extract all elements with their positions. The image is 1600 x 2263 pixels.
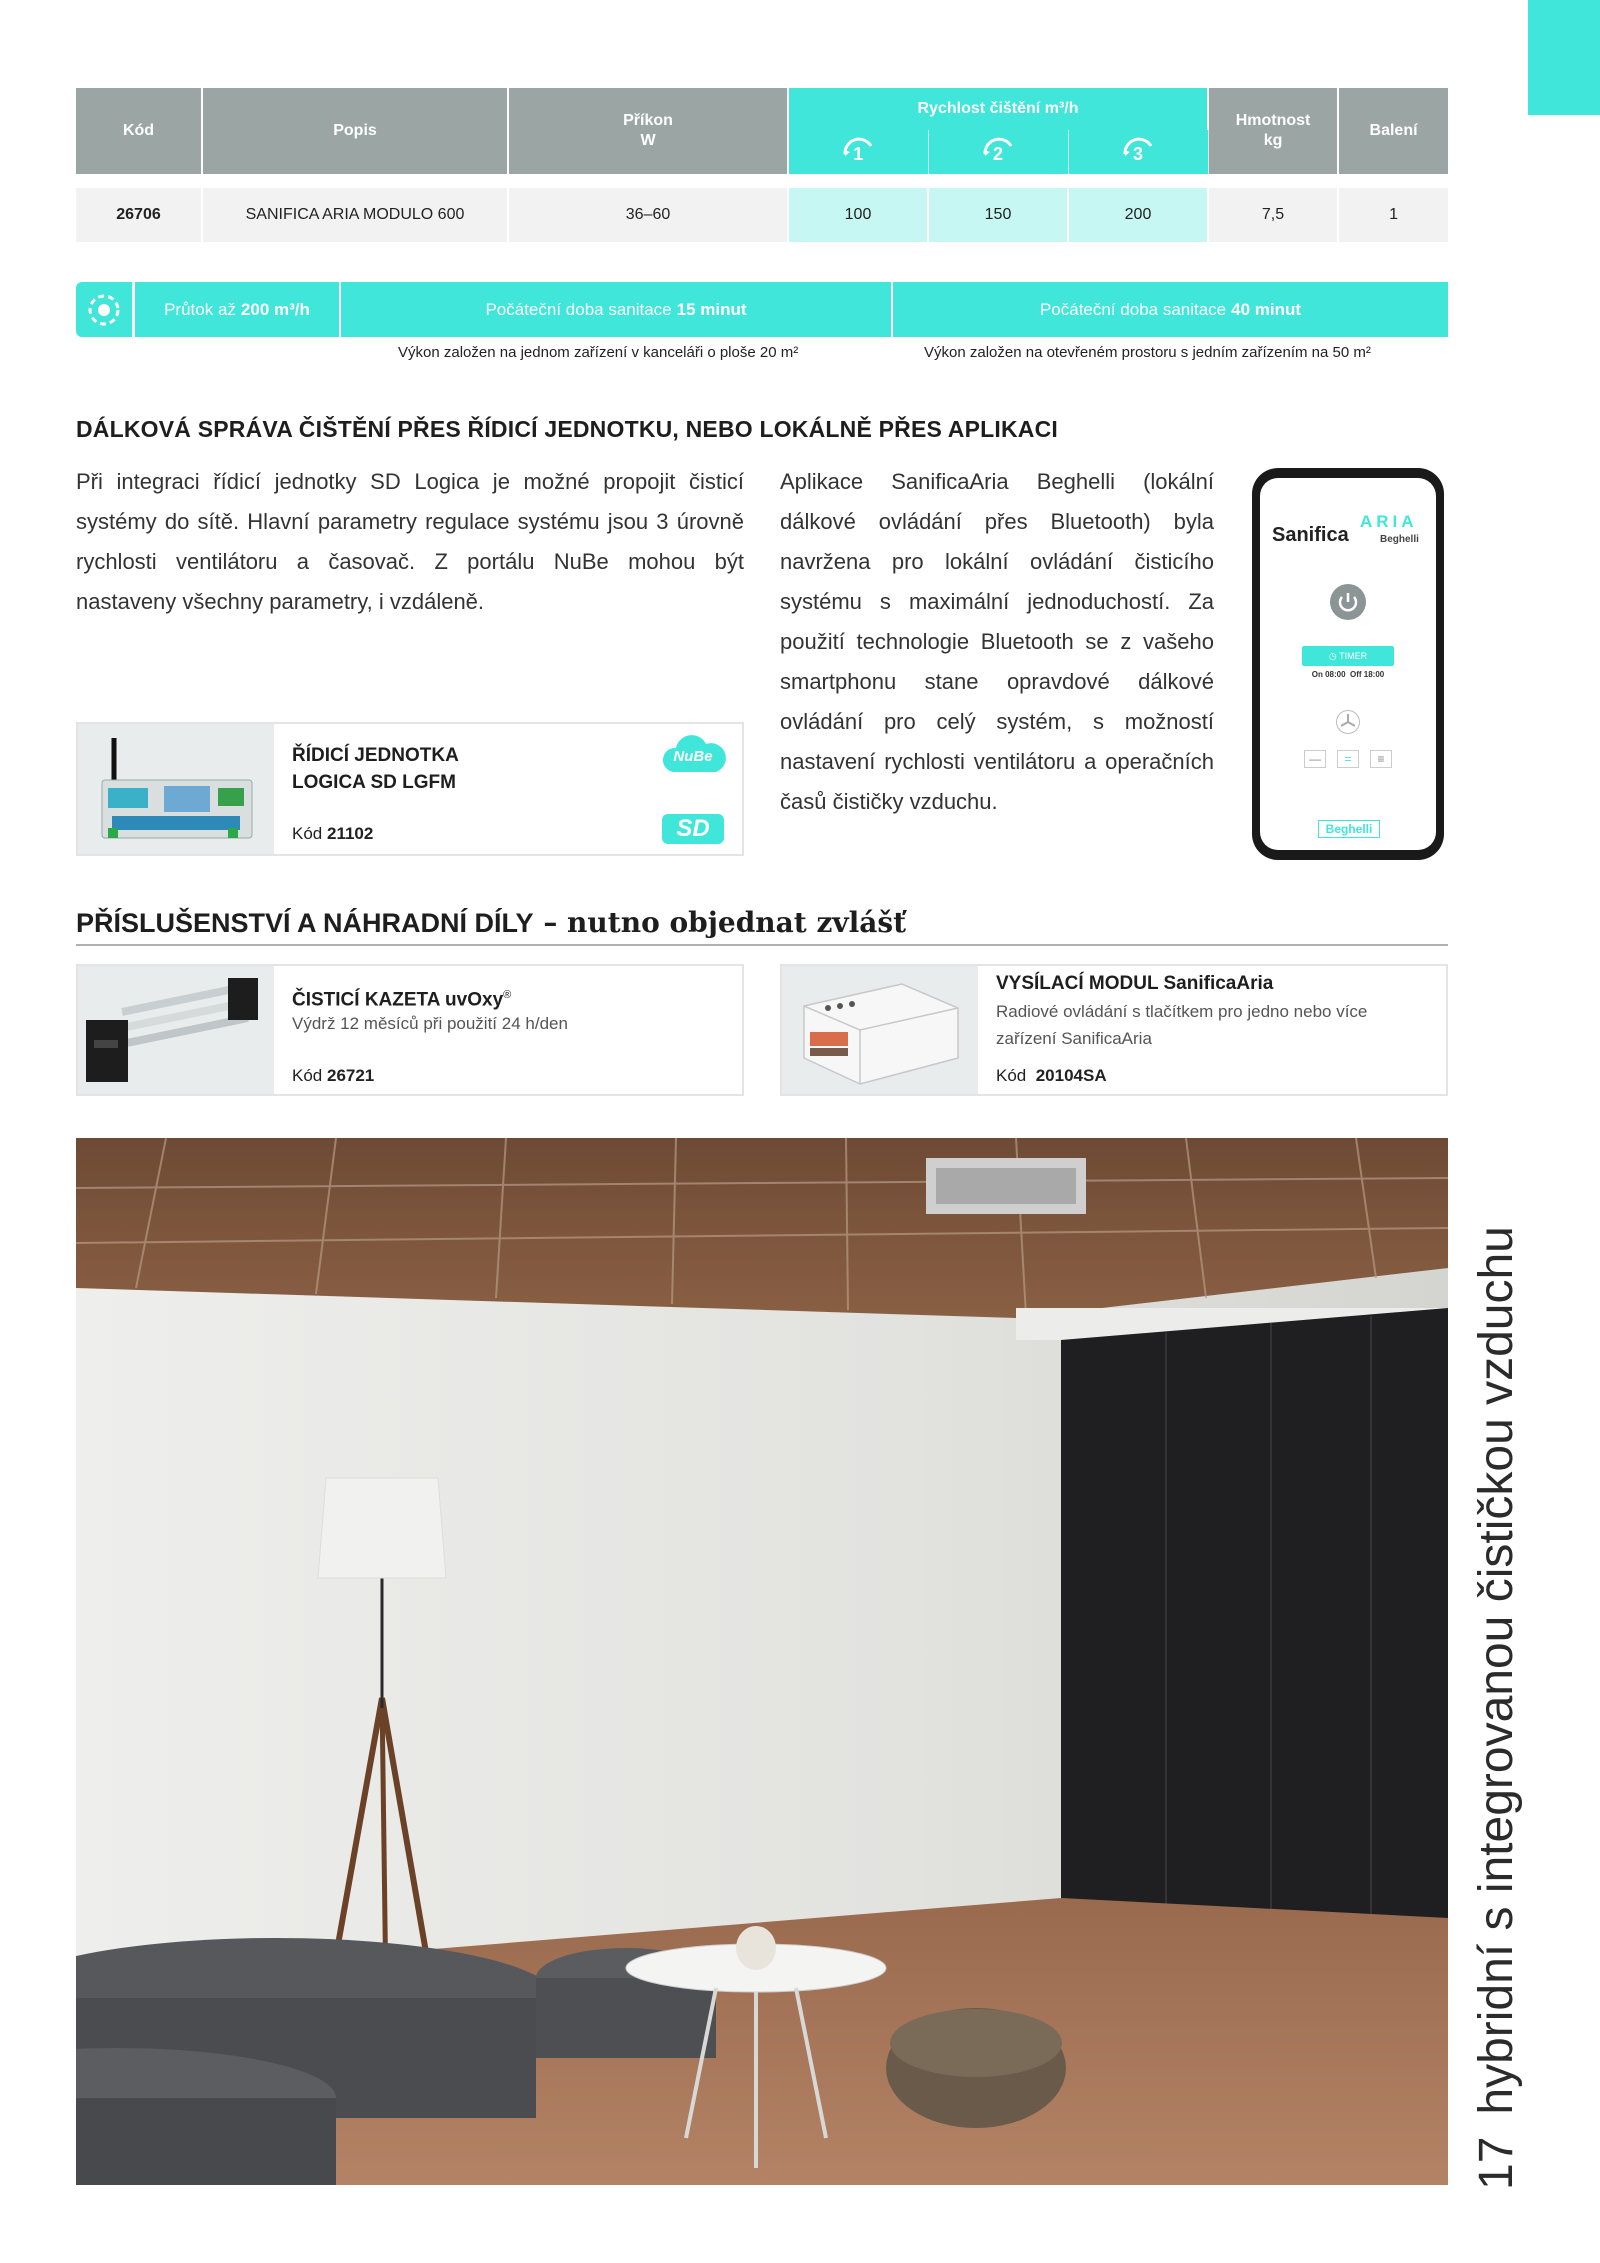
uvoxy-cartridge-image (78, 966, 274, 1094)
header-power: Příkon W (508, 88, 788, 174)
transmitter-module-card (780, 964, 1448, 1096)
page-tab-marker (1528, 0, 1600, 115)
speed-high-button[interactable]: ≡ (1370, 750, 1392, 768)
speed-level-2-icon: 2 (928, 130, 1068, 174)
header-packaging: Balení (1338, 88, 1448, 174)
power-button[interactable] (1330, 584, 1366, 620)
remote-section-title: DÁLKOVÁ SPRÁVA ČIŠTĚNÍ PŘES ŘÍDICÍ JEDNOTKU, NEBO LOKÁLNĚ PŘES APLIKACI (76, 416, 1058, 442)
speed-level-1-icon: 1 (788, 130, 928, 174)
uvoxy-code: Kód 26721 (292, 1066, 375, 1085)
accessories-divider (76, 944, 1448, 946)
control-unit-image (78, 724, 274, 854)
phone-app-mockup (1252, 468, 1444, 860)
sanitation-time-15: Počáteční doba sanitace 15 minut (341, 282, 893, 337)
sanifica-aria-logo: Sanifica ARIA Beghelli (1272, 512, 1419, 546)
remote-right-paragraph: Aplikace SanificaAria Beghelli (lokální dálkové ovládání přes Bluetooth) byla navržena pro lokální ovládání čisticího systému s maximální jednoduchostí. Za použití technologie Bluetooth se z vašeho smartphonu stane opravdové dálkové ovládání pro celý systém, s možností nastavení rychlosti ventilátoru a operačních časů čističky vzduchu. (780, 469, 1214, 814)
uvoxy-description: Výdrž 12 měsíců při použití 24 h/den (292, 1014, 568, 1033)
speed-mid-button[interactable]: = (1337, 750, 1359, 768)
header-speed: Rychlost čištění m³/h (788, 88, 1208, 130)
cell-speed-1: 100 (788, 188, 928, 242)
cell-packaging: 1 (1338, 188, 1448, 242)
timer-schedule: On 08:00 Off 18:00 (1311, 670, 1385, 679)
airflow-icon (76, 282, 132, 337)
speed-level-3-icon: 3 (1068, 130, 1208, 174)
transmitter-description: Radiové ovládání s tlačítkem pro jedno nebo více zařízení SanificaAria (996, 1002, 1368, 1048)
control-unit-title: ŘÍDICÍ JEDNOTKA LOGICA SD LGFM (292, 745, 459, 793)
flow-band (76, 282, 1448, 337)
sanitation-time-40: Počáteční doba sanitace 40 minut (893, 282, 1448, 337)
sd-logo: SD (662, 814, 724, 844)
cell-speed-2: 150 (928, 188, 1068, 242)
section-name: hybridní s integrovanou čističkou vzduchu (1470, 1226, 1523, 2115)
header-weight: Hmotnost kg (1208, 88, 1338, 174)
remote-left-paragraph: Při integraci řídicí jednotky SD Logica je možné propojit čisticí systémy do sítě. Hlavní parametry regulace systému jsou 3 úrovně rychlosti ventilátoru a časovač. Z portálu NuBe mohou být nastaveny všechny parametry, i vzdáleně. (76, 469, 744, 614)
cell-description: SANIFICA ARIA MODULO 600 (202, 188, 508, 242)
uvoxy-title: ČISTICÍ KAZETA uvOxy® (292, 989, 512, 1011)
fan-icon (1336, 710, 1360, 734)
flow-note-open-space: Výkon založen na otevřeném prostoru s jedním zařízením na 50 m² (924, 344, 1371, 361)
speed-low-button[interactable]: — (1304, 750, 1326, 768)
cell-code: 26706 (76, 188, 202, 242)
beghelli-logo: Beghelli (1318, 820, 1380, 838)
header-description: Popis (202, 88, 508, 174)
flow-note-office: Výkon založen na jednom zařízení v kanceláři o ploše 20 m² (398, 344, 799, 361)
uvoxy-cartridge-card (76, 964, 744, 1096)
control-unit-card (76, 722, 744, 856)
cell-power: 36–60 (508, 188, 788, 242)
table-row (76, 188, 1448, 242)
nube-logo: NuBe (660, 734, 726, 778)
cell-speed-3: 200 (1068, 188, 1208, 242)
spec-table (76, 88, 1448, 242)
phone-screen (1260, 478, 1436, 850)
flow-rate: Průtok až 200 m³/h (135, 282, 341, 337)
transmitter-title: VYSÍLACÍ MODUL SanificaAria (996, 973, 1274, 994)
header-code: Kód (76, 88, 202, 174)
control-unit-code: Kód 21102 (292, 824, 374, 843)
transmitter-module-image (782, 966, 978, 1094)
transmitter-code: Kód 20104SA (996, 1066, 1107, 1085)
side-section-title (1466, 990, 1528, 2190)
timer-button[interactable]: ◷ TIMER (1302, 646, 1394, 666)
cell-weight: 7,5 (1208, 188, 1338, 242)
interior-room-photo (76, 1138, 1448, 2185)
accessories-title: PŘÍSLUŠENSTVÍ A NÁHRADNÍ DÍLY – nutno objednat zvlášť (76, 906, 907, 939)
page-number: 17 (1470, 2136, 1523, 2190)
